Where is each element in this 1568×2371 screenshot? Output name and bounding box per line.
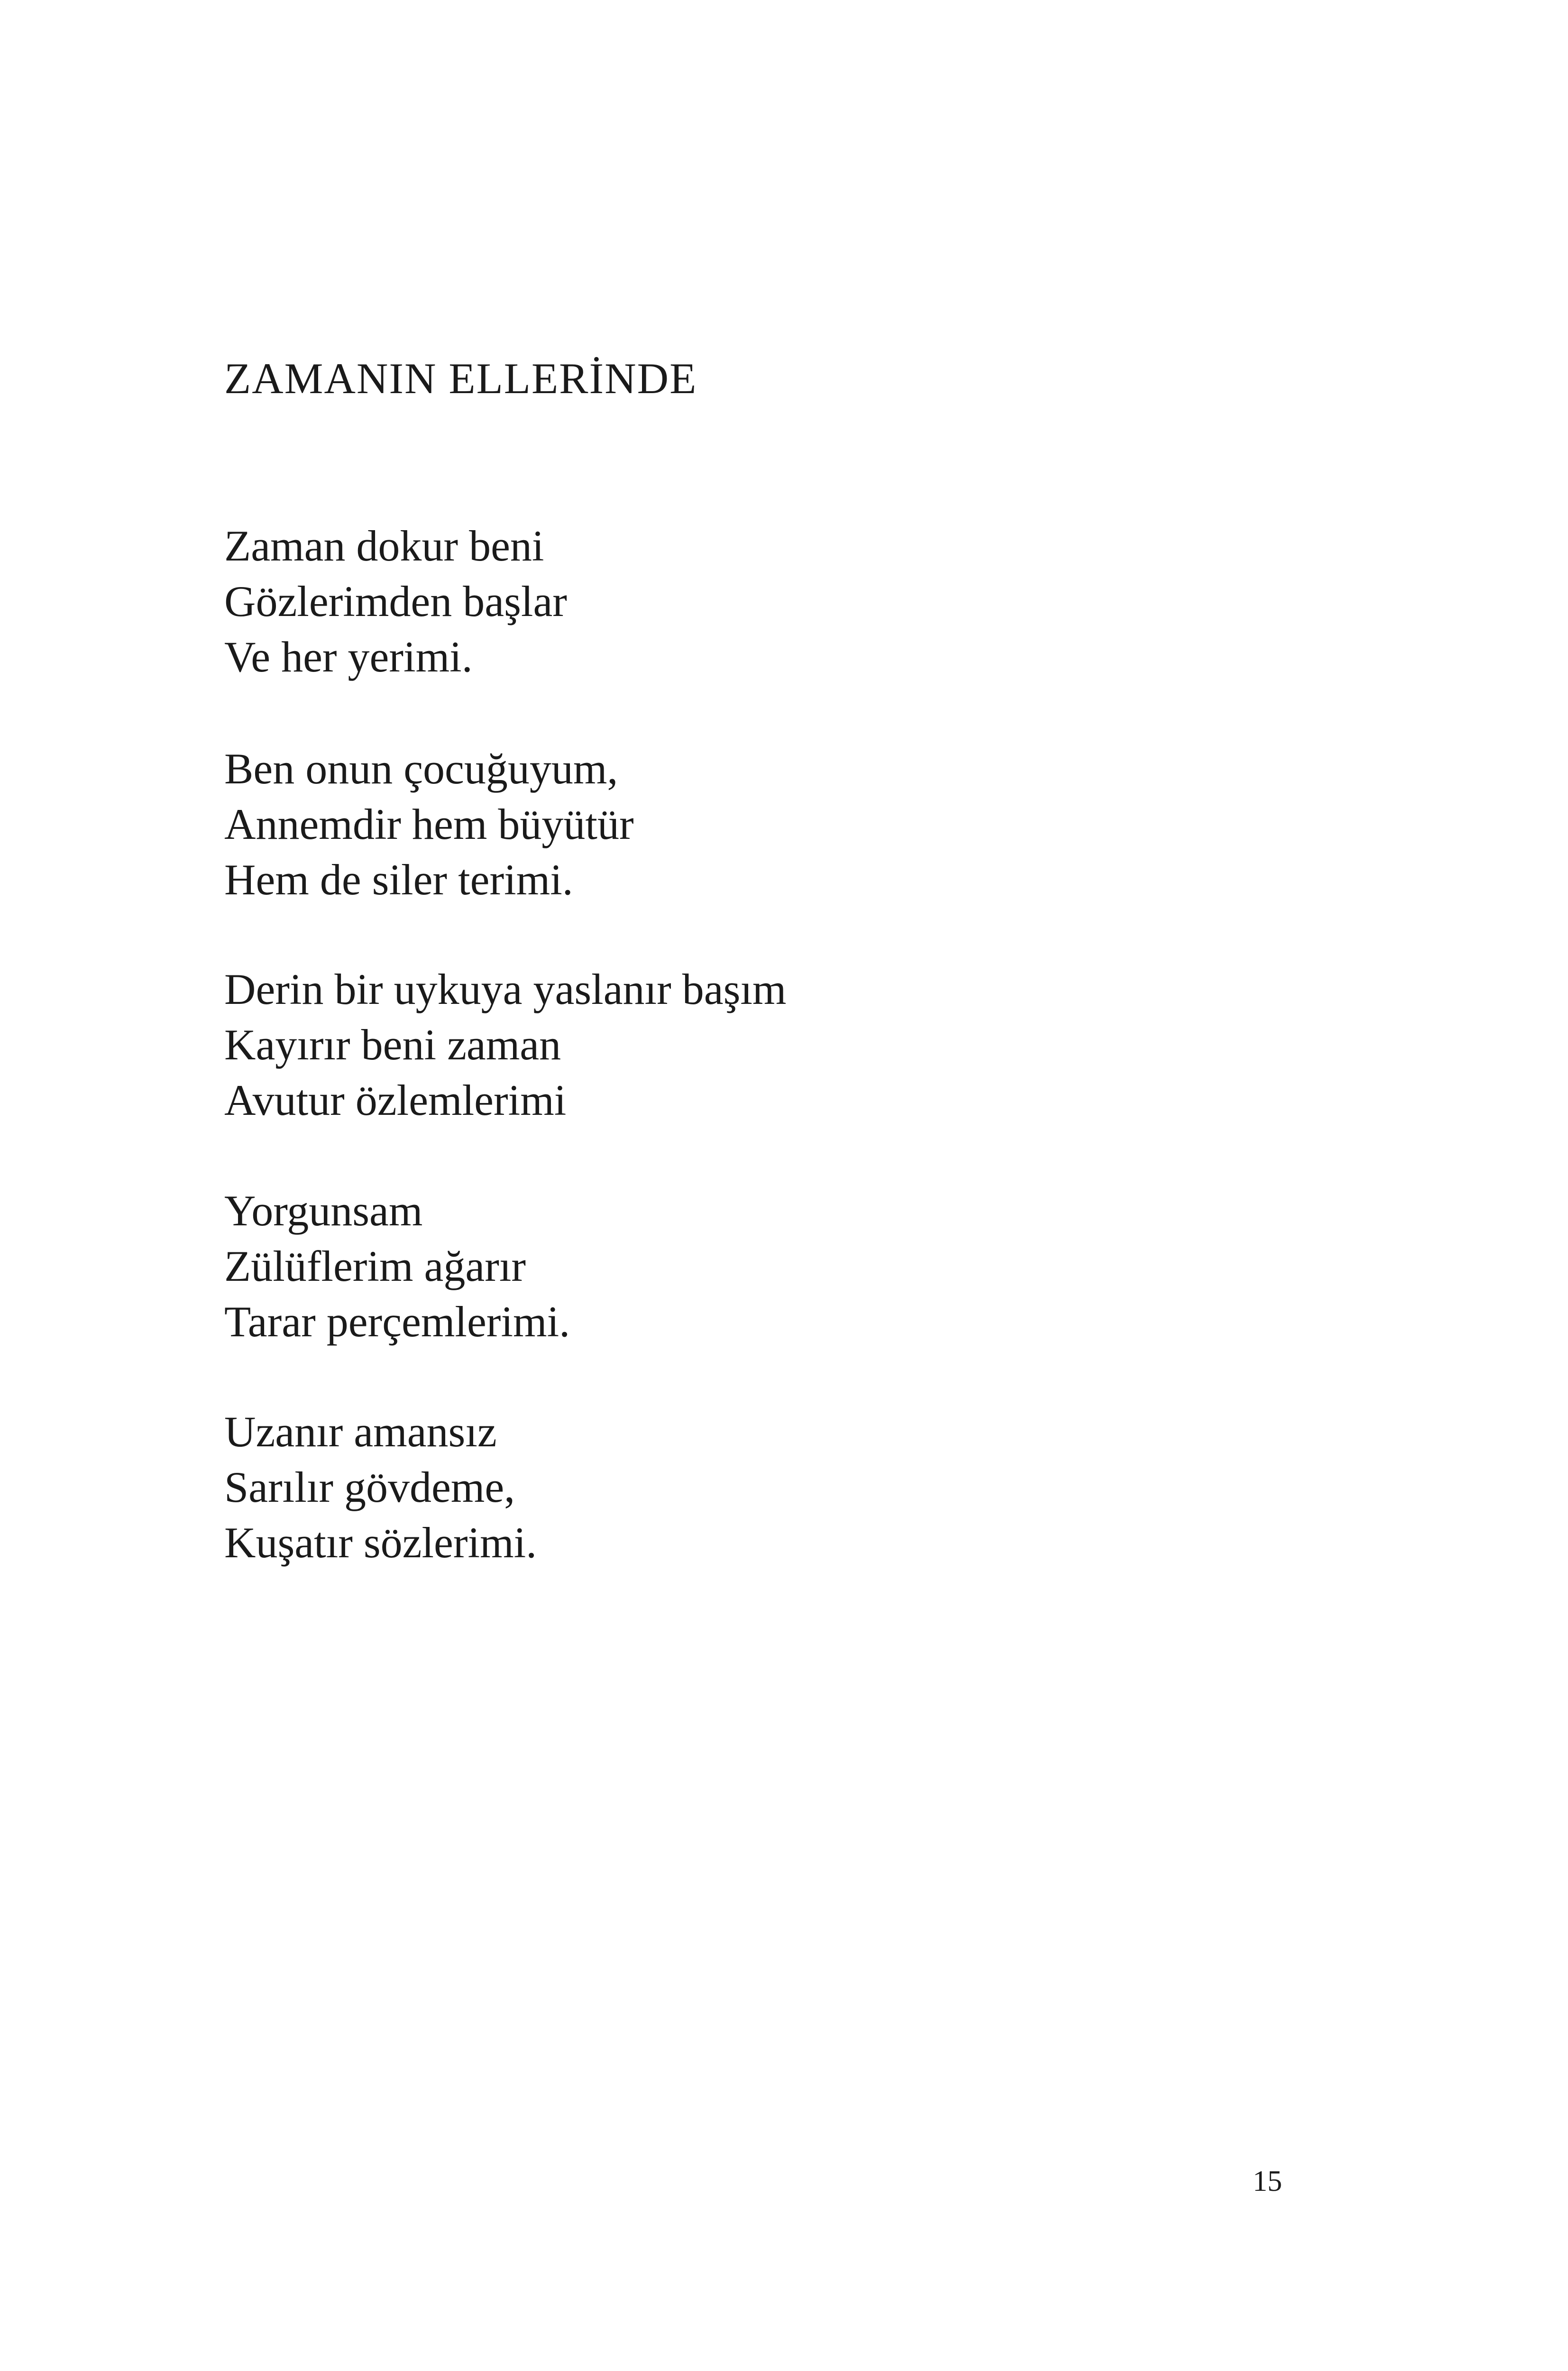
stanza-3 bbox=[224, 962, 787, 1128]
poem-line: Avutur özlemlerimi bbox=[224, 1076, 567, 1124]
poem-line: Zaman dokur beni bbox=[224, 522, 544, 570]
stanza-5 bbox=[224, 1404, 537, 1571]
poem-line: Ve her yerimi. bbox=[224, 633, 473, 681]
poem-line: Ben onun çocuğuyum, bbox=[224, 744, 618, 793]
stanza-4 bbox=[224, 1183, 570, 1350]
poem-line: Tarar perçemlerimi. bbox=[224, 1297, 570, 1346]
poem-line: Sarılır gövdeme, bbox=[224, 1463, 515, 1511]
poem-line: Uzanır amansız bbox=[224, 1407, 497, 1456]
poem-line: Zülüflerim ağarır bbox=[224, 1242, 526, 1290]
poem-title: ZAMANIN ELLERİNDE bbox=[224, 354, 697, 403]
poem-line: Kayırır beni zaman bbox=[224, 1020, 561, 1069]
poem-line: Derin bir uykuya yaslanır başım bbox=[224, 965, 787, 1013]
poem-line: Yorgunsam bbox=[224, 1186, 423, 1235]
stanza-1 bbox=[224, 518, 567, 685]
poem-line: Kuşatır sözlerimi. bbox=[224, 1518, 537, 1567]
stanza-2 bbox=[224, 741, 634, 908]
page-number: 15 bbox=[1253, 2165, 1282, 2197]
poem-line: Hem de siler terimi. bbox=[224, 855, 573, 904]
poem-line: Annemdir hem büyütür bbox=[224, 800, 634, 848]
poem-line: Gözlerimden başlar bbox=[224, 577, 567, 625]
